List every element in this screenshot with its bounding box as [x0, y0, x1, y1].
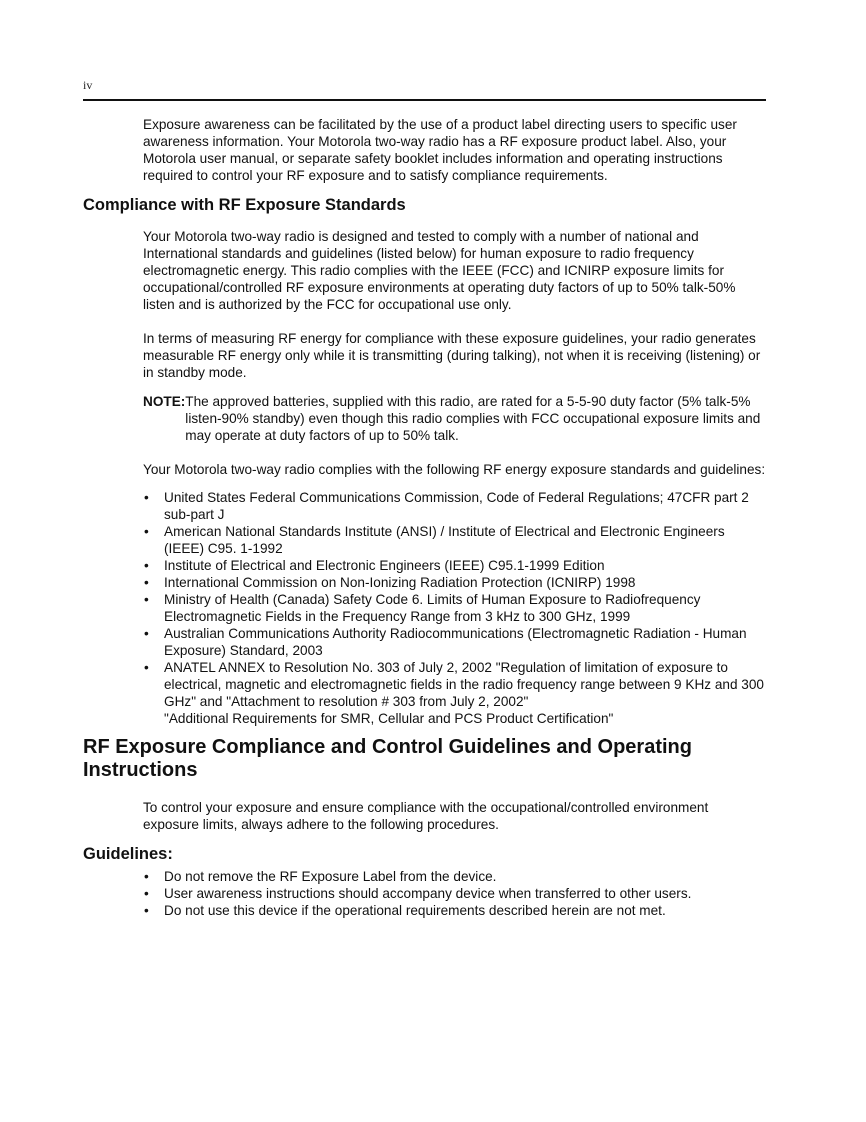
guidelines-list: [143, 868, 766, 919]
control-paragraph: To control your exposure and ensure compliance with the occupational/controlled environment exposure limits, always adhere to the following procedures.: [143, 800, 709, 832]
compliance-paragraph: Your Motorola two-way radio is designed and tested to comply with a number of national and International standards and guidelines (listed below) for human exposure to radio frequency electromagnetic energy. This radio complies with the IEEE (FCC) and ICNIRP exposure limits for occupational/controlled RF exposure environments at operating duty factors of up to 50% talk-50% listen and is authorized by the FCC for occupational use only.: [143, 229, 736, 312]
page-number: iv: [83, 78, 93, 92]
section-heading-compliance: Compliance with RF Exposure Standards: [83, 196, 406, 214]
list-item: [143, 659, 766, 727]
list-item: • Australian Communications Authority Radiocommunications (Electromagnetic Radiation - Human Exposure) Standard, 2003: [143, 625, 766, 659]
note-block: [143, 393, 766, 444]
measurement-paragraph: In terms of measuring RF energy for compliance with these exposure guidelines, your radio generates measurable RF energy only while it is transmitting (during talking), not when it is receiving (listening) or in standby mode.: [143, 331, 761, 380]
section-heading-control: RF Exposure Compliance and Control Guidelines and Operating Instructions: [83, 736, 692, 781]
header-rule: [83, 99, 766, 101]
intro-paragraph: Exposure awareness can be facilitated by the use of a product label directing users to specific user awareness information. Your Motorola two-way radio has a RF exposure product label. Also, your Motorola user manual, or separate safety booklet includes information and operating instructions required to control your RF exposure and to satisfy compliance requirements.: [143, 117, 737, 183]
standards-list: [143, 489, 766, 727]
list-item: • User awareness instructions should accompany device when transferred to other users.: [143, 885, 766, 902]
list-item: • American National Standards Institute (ANSI) / Institute of Electrical and Electronic Engineers (IEEE) C95. 1-1992: [143, 523, 766, 557]
page-content: [83, 116, 766, 919]
note-label: NOTE:: [143, 394, 186, 409]
list-item: • Do not use this device if the operational requirements described herein are not met.: [143, 902, 766, 919]
list-item: • Do not remove the RF Exposure Label from the device.: [143, 868, 766, 885]
list-item: • United States Federal Communications Commission, Code of Federal Regulations; 47CFR part 2 sub-part J: [143, 489, 766, 523]
note-text: The approved batteries, supplied with this radio, are rated for a 5-5-90 duty factor (5% talk-5% listen-90% standby) even though this radio complies with FCC occupational exposure limits and may operate at duty factors of up to 50% talk.: [185, 394, 761, 443]
anatel-text: ANATEL ANNEX to Resolution No. 303 of July 2, 2002 "Regulation of limitation of exposure to electrical, magnetic and electromagnetic fields in the radio frequency range between 9 KHz and 300 GHz" and "Attachment to resolution # 303 from July 2, 2002": [164, 660, 764, 709]
anatel-additional-text: "Additional Requirements for SMR, Cellular and PCS Product Certification": [164, 711, 614, 726]
standards-intro-paragraph: Your Motorola two-way radio complies with the following RF energy exposure standards and guidelines:: [143, 462, 766, 477]
list-item: • Ministry of Health (Canada) Safety Code 6. Limits of Human Exposure to Radiofrequency Electromagnetic Fields in the Frequency Range from 3 kHz to 300 GHz, 1999: [143, 591, 766, 625]
list-item: • Institute of Electrical and Electronic Engineers (IEEE) C95.1-1999 Edition: [143, 557, 766, 574]
guidelines-heading: Guidelines:: [83, 845, 173, 863]
list-item: • International Commission on Non-Ionizing Radiation Protection (ICNIRP) 1998: [143, 574, 766, 591]
